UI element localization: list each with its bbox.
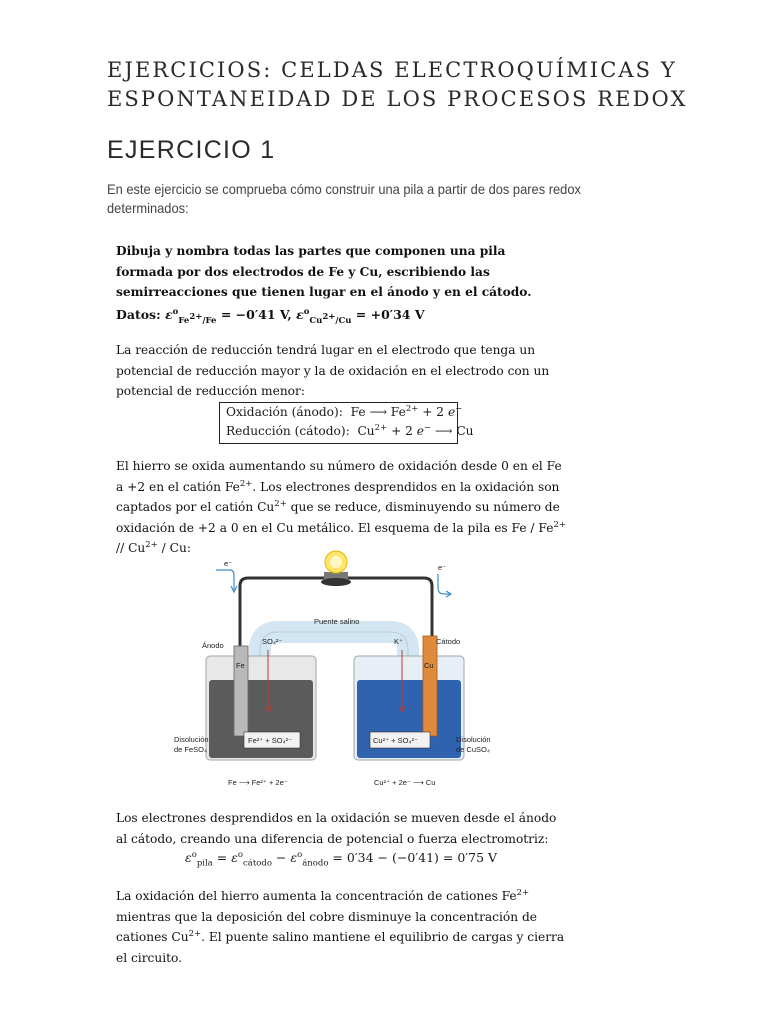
p4-part3: . El puente salino mantiene el equilibrio de cargas y cierra el circuito. — [116, 930, 565, 965]
reduction-label: Reducción (cátodo): — [226, 424, 350, 438]
electron-arrow-right — [438, 574, 450, 594]
cathode-reaction: Cu²⁺ + 2e⁻ ⟶ Cu — [374, 778, 436, 787]
title-line-2: ESPONTANEIDAD DE LOS PROCESOS REDOX — [107, 87, 688, 111]
fe-electrode — [234, 646, 248, 736]
anode-reaction: Fe ⟶ Fe²⁺ + 2e⁻ — [228, 778, 288, 787]
fe-electrode-label: Fe — [236, 661, 245, 670]
exercise-heading: EJERCICIO 1 — [107, 136, 276, 164]
datos-line: Datos: $\varepsilon^o_{Fe^{2+}/Fe} = -0'41$ V, $\varepsilon^o_{Cu^{2+}/Cu} = +0'34$ V — [116, 306, 425, 326]
reduction-row: Reducción (cátodo): $Cu^{2+} + 2$ e− ⟶ Cu — [226, 422, 474, 438]
p4-part2: mientras que la deposición del cobre disminuye la concentración de cationes Cu — [116, 909, 537, 944]
paragraph-reduction-rule: La reacción de reducción tendrá lugar en el electrodo que tenga un potencial de reducción mayor y la de oxidación en el electrodo con un potencial de reducción menor: — [116, 343, 550, 398]
p2-part1: El hierro se oxida aumentando su número de oxidación desde 0 en el Fe a +2 en el catión Fe — [116, 459, 562, 494]
p2-part4: // Cu — [116, 541, 146, 555]
cu-electrode — [423, 636, 437, 736]
right-ions-label: Cu²⁺ + SO₄²⁻ — [373, 736, 418, 745]
title-line-1: EJERCICIOS: CELDAS ELECTROQUÍMICAS Y — [107, 58, 677, 82]
paragraph-concentration: La oxidación del hierro aumenta la concentración de cationes $Fe^{2+}$ mientras que la deposición del cobre disminuye la concentración de cationes $Cu^{2+}$. El puente salino mantiene el equilibrio de cargas y cierra el circuito. — [116, 887, 565, 965]
p2-part5: / Cu: — [157, 541, 191, 555]
potassium-ion-label: K⁺ — [394, 637, 403, 646]
salt-bridge-label: Puente salino — [314, 617, 360, 626]
emf-result: = 0′34 − (−0′41) = 0′75 V — [332, 850, 498, 865]
datos-fe-value: −0′41 V, — [235, 307, 292, 322]
electron-label-left: e⁻ — [224, 559, 233, 568]
lightbulb-icon — [321, 551, 351, 586]
cu-electrode-label: Cu — [424, 661, 434, 670]
p2-part3: que se reduce, disminuyendo su número de oxidación de +2 a 0 en el Cu metálico. El esquema de la pila es Fe / Fe — [116, 500, 560, 535]
sulfate-ion-label: SO₄²⁻ — [262, 637, 283, 646]
left-ions-label: Fe²⁺ + SO₄²⁻ — [248, 736, 293, 745]
left-solution-name-1: Disolución — [174, 735, 209, 744]
paragraph-oxidation-explanation: El hierro se oxida aumentando su número de oxidación desde 0 en el Fe a +2 en el catión $Fe^{2+}$. Los electrones desprendidos en la oxidación son captados por el catión $Cu^{2+}$ que se reduce, disminuyendo su número de oxidación de +2 a 0 en el Cu metálico. El esquema de la pila es Fe / $Fe^{2+} // Cu^{2+}$ / Cu: — [116, 459, 566, 555]
datos-cu-value: +0′34 V — [370, 307, 425, 322]
datos-label: Datos: — [116, 307, 161, 322]
paragraph-electron-flow: Los electrones desprendidos en la oxidación se mueven desde el ánodo al cátodo, creando una diferencia de potencial o fuerza electromotriz: — [116, 811, 557, 846]
electron-label-right: e⁻ — [438, 563, 447, 572]
left-solution-name-2: de FeSO₄ — [174, 745, 208, 754]
right-solution-name-1: Disolución — [456, 735, 491, 744]
document-title — [107, 56, 707, 114]
emf-equation: $\varepsilon^o_{pila} = \varepsilon^o_{cátodo} - \varepsilon^o_{ánodo} = 0'34 - (-0'41) = 0'75$ V — [184, 849, 498, 869]
p2-part2: . Los electrones desprendidos en la oxidación son captados por el catión Cu — [116, 479, 560, 514]
galvanic-cell-diagram — [168, 548, 508, 796]
p4-part1: La oxidación del hierro aumenta la concentración de cationes Fe — [116, 889, 517, 903]
anode-label: Ánodo — [202, 641, 224, 650]
oxidation-label: Oxidación (ánodo): — [226, 405, 343, 419]
half-reactions-box — [219, 402, 474, 444]
cathode-label: Cátodo — [436, 637, 461, 646]
intro-text: En este ejercicio se comprueba cómo construir una pila a partir de dos pares redox determinados: — [107, 181, 581, 216]
oxidation-row: Oxidación (ánodo): Fe ⟶ $Fe^{2+} + 2$ e− — [226, 403, 463, 419]
exercise-statement: Dibuja y nombra todas las partes que componen una pila formada por dos electrodos de Fe y Cu, escribiendo las semirreacciones que tienen lugar en el ánodo y en el cátodo. — [116, 244, 532, 299]
right-solution-name-2: de CuSO₄ — [456, 745, 490, 754]
